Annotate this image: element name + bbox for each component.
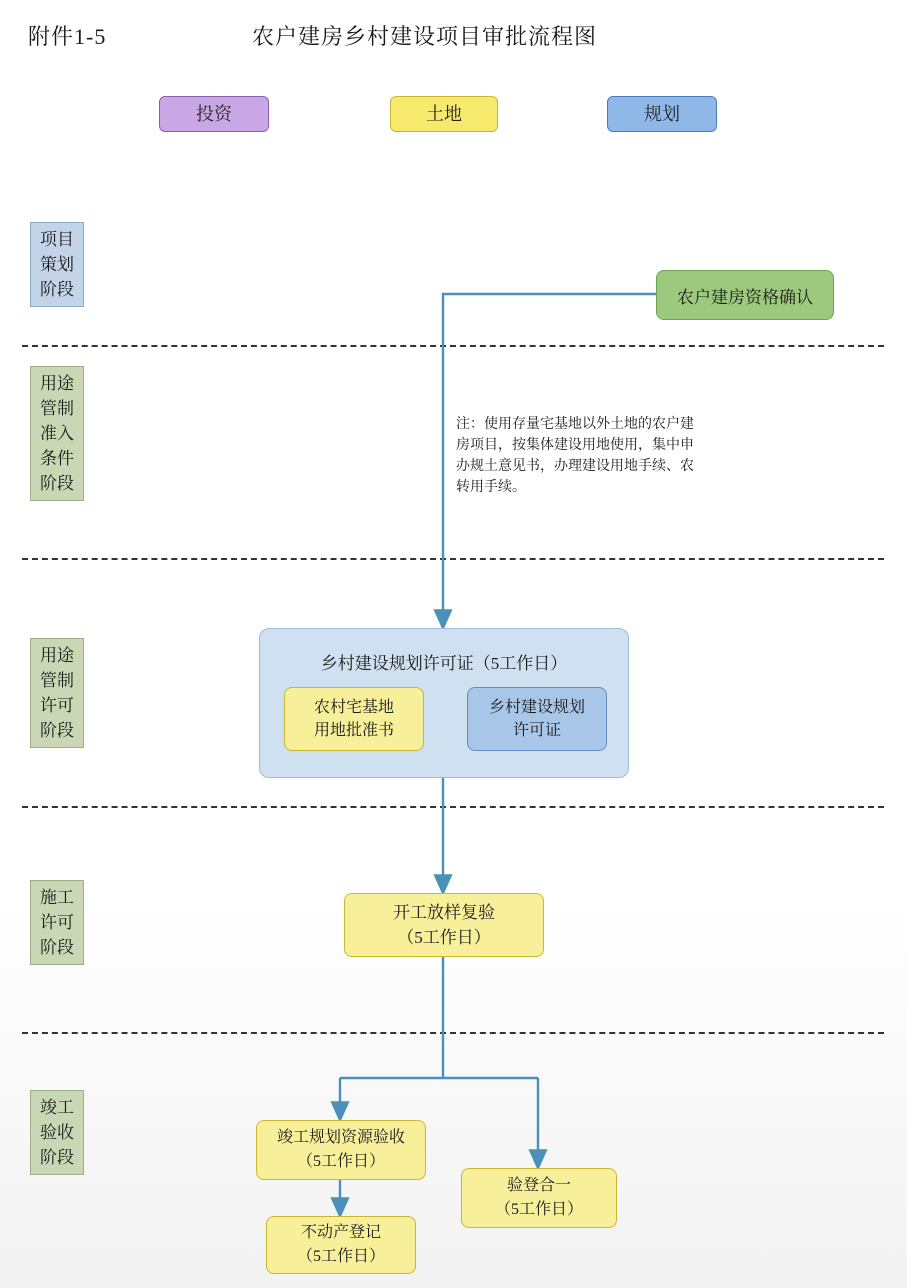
node-completion-acceptance[interactable] (256, 1120, 426, 1180)
stage-line: 施工 (40, 888, 74, 907)
node-line: 农村宅基地 (313, 699, 394, 716)
node-homestead-approval[interactable] (284, 687, 424, 751)
stage-line: 许可 (40, 913, 74, 932)
stage-line: 阶段 (40, 1148, 74, 1167)
node-line: （5工作日） (494, 1201, 583, 1218)
stage-line: 竣工 (40, 1098, 74, 1117)
stage-line: 用途 (40, 374, 74, 393)
stage-line: 管制 (40, 671, 74, 690)
attachment-label: 附件1-5 (28, 24, 107, 49)
stage-line: 策划 (40, 255, 74, 274)
node-line: 不动产登记 (300, 1224, 381, 1241)
node-line: 用地批准书 (313, 722, 394, 739)
permit-group-title: 乡村建设规划许可证（5工作日） (320, 654, 568, 673)
node-line: 开工放样复验 (393, 903, 495, 922)
node-qualification[interactable]: 农户建房资格确认 (656, 270, 834, 320)
node-line: （5工作日） (296, 1153, 385, 1170)
node-property-registration[interactable] (266, 1216, 416, 1274)
stage-line: 阶段 (40, 280, 74, 299)
legend-item-plan: 规划 (607, 96, 717, 132)
stage-line: 阶段 (40, 474, 74, 493)
stage-line: 准入 (40, 424, 74, 443)
legend-item-invest: 投资 (159, 96, 269, 132)
stage-line: 项目 (40, 230, 74, 249)
node-start-construction-check[interactable] (344, 893, 544, 957)
stage-line: 条件 (40, 449, 74, 468)
page-title: 农户建房乡村建设项目审批流程图 (252, 24, 598, 49)
node-combined-acceptance-registration[interactable] (461, 1168, 617, 1228)
stage-line: 验收 (40, 1123, 74, 1142)
stage-line: 阶段 (40, 938, 74, 957)
node-line: 验登合一 (506, 1177, 571, 1194)
node-permit-group[interactable] (259, 628, 629, 778)
stage-line: 管制 (40, 399, 74, 418)
stage-line: 用途 (40, 646, 74, 665)
stage-line: 阶段 (40, 721, 74, 740)
node-line: （5工作日） (296, 1248, 385, 1265)
node-line: 许可证 (512, 722, 561, 739)
stage-line: 许可 (40, 696, 74, 715)
node-line: 乡村建设规划 (488, 699, 585, 716)
node-rural-planning-permit[interactable] (467, 687, 607, 751)
legend-item-land: 土地 (390, 96, 498, 132)
node-line: 竣工规划资源验收 (276, 1129, 405, 1146)
node-line: （5工作日） (397, 928, 491, 947)
note-text: 注：使用存量宅基地以外土地的农户建房项目，按集体建设用地使用，集中申办规土意见书，办理建设用地手续、农转用手续。 (456, 417, 694, 495)
